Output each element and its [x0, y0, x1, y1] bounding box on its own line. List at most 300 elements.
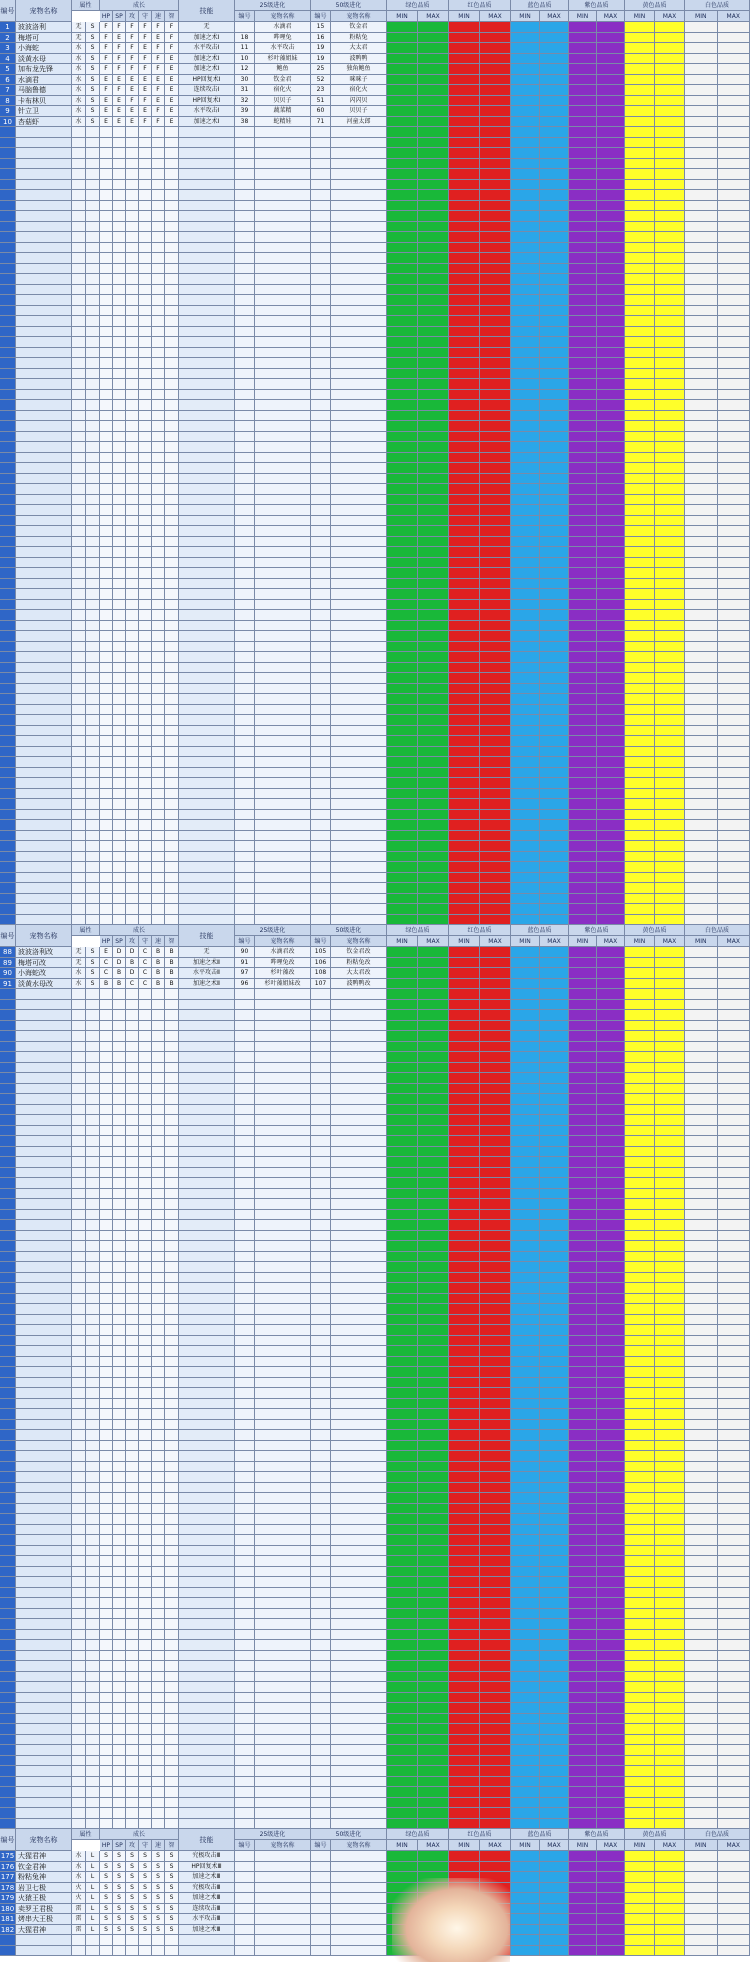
growth-stat-2	[126, 1777, 139, 1788]
band-min-2	[511, 169, 540, 180]
band-max-0	[418, 1346, 449, 1357]
band-max-3	[597, 1798, 625, 1809]
header-band-max-0: MAX	[418, 936, 449, 947]
band-min-4	[625, 1336, 655, 1347]
band-min-5	[685, 768, 718, 779]
pet-grade	[86, 579, 100, 590]
band-min-0	[387, 1262, 418, 1273]
evo50-num	[311, 442, 331, 453]
pet-attribute	[72, 652, 86, 663]
row-num	[0, 684, 16, 695]
evo25-num	[235, 390, 255, 401]
band-max-4	[655, 148, 685, 159]
evo25-num	[235, 1105, 255, 1116]
table-row-filler	[0, 568, 750, 579]
band-max-0	[418, 201, 449, 212]
band-min-2	[511, 1483, 540, 1494]
growth-stat-4	[152, 1199, 165, 1210]
band-max-1	[480, 1777, 511, 1788]
table-row	[0, 1851, 750, 1862]
band-max-0	[418, 1399, 449, 1410]
pet-grade	[86, 148, 100, 159]
evo50-num	[311, 684, 331, 695]
evo50-name	[331, 1451, 387, 1462]
band-max-3	[597, 1651, 625, 1662]
evo25-num	[235, 1893, 255, 1904]
band-min-4	[625, 295, 655, 306]
evo50-num: 16	[311, 33, 331, 44]
band-min-4	[625, 1535, 655, 1546]
evo25-name	[255, 1872, 311, 1883]
evo50-name	[331, 1893, 387, 1904]
band-max-1	[480, 958, 511, 969]
growth-stat-0	[100, 526, 113, 537]
evo25-num	[235, 1577, 255, 1588]
pet-attribute	[72, 1409, 86, 1420]
band-min-5	[685, 726, 718, 737]
growth-stat-4	[152, 369, 165, 380]
growth-stat-2	[126, 1819, 139, 1830]
band-min-2	[511, 789, 540, 800]
band-min-1	[449, 631, 480, 642]
band-max-5	[718, 1199, 750, 1210]
pet-name	[16, 1147, 72, 1158]
growth-stat-5	[165, 1451, 179, 1462]
band-min-3	[569, 1357, 597, 1368]
header-band-max-1: MAX	[480, 1840, 511, 1851]
growth-stat-4	[152, 1504, 165, 1515]
band-max-2	[540, 1094, 569, 1105]
band-max-2	[540, 400, 569, 411]
band-max-1	[480, 495, 511, 506]
pet-grade	[86, 1588, 100, 1599]
pet-skill	[179, 1798, 235, 1809]
growth-stat-1	[113, 1462, 126, 1473]
evo25-name	[255, 1315, 311, 1326]
band-max-2	[540, 778, 569, 789]
growth-stat-4	[152, 159, 165, 170]
band-max-1	[480, 505, 511, 516]
pet-grade	[86, 1808, 100, 1819]
evo25-name: 宿化火	[255, 85, 311, 96]
pet-grade: S	[86, 979, 100, 990]
pet-skill	[179, 589, 235, 600]
growth-stat-2	[126, 1598, 139, 1609]
evo50-num	[311, 1231, 331, 1242]
growth-stat-2	[126, 894, 139, 905]
band-max-0	[418, 1546, 449, 1557]
header-band-1: 红色品质	[449, 0, 511, 11]
band-max-5	[718, 264, 750, 275]
band-min-0	[387, 1472, 418, 1483]
band-min-1	[449, 1672, 480, 1683]
growth-stat-2	[126, 1094, 139, 1105]
growth-stat-5	[165, 1094, 179, 1105]
band-max-1	[480, 1756, 511, 1767]
pet-skill	[179, 1199, 235, 1210]
band-min-0	[387, 1724, 418, 1735]
growth-stat-5	[165, 400, 179, 411]
evo25-name	[255, 1168, 311, 1179]
band-min-4	[625, 547, 655, 558]
band-max-5	[718, 547, 750, 558]
growth-stat-2	[126, 400, 139, 411]
evo25-name	[255, 1241, 311, 1252]
band-max-1	[480, 1367, 511, 1378]
band-max-2	[540, 1136, 569, 1147]
band-min-0	[387, 852, 418, 863]
evo50-num	[311, 1451, 331, 1462]
evo50-name	[331, 610, 387, 621]
evo25-name	[255, 820, 311, 831]
band-max-2	[540, 1231, 569, 1242]
header-band-max-2: MAX	[540, 1840, 569, 1851]
evo25-name	[255, 1441, 311, 1452]
band-max-5	[718, 96, 750, 107]
pet-attribute	[72, 1420, 86, 1431]
pet-skill	[179, 1010, 235, 1021]
band-min-2	[511, 138, 540, 149]
growth-stat-3: S	[139, 1862, 152, 1873]
header-attr: 属性	[72, 925, 100, 936]
growth-stat-5: B	[165, 947, 179, 958]
growth-stat-1	[113, 1577, 126, 1588]
band-max-5	[718, 862, 750, 873]
evo50-num	[311, 600, 331, 611]
band-min-1	[449, 1178, 480, 1189]
evo50-num	[311, 180, 331, 191]
pet-grade	[86, 1147, 100, 1158]
band-max-1	[480, 610, 511, 621]
band-max-1	[480, 663, 511, 674]
table-row-filler	[0, 841, 750, 852]
band-max-2	[540, 1168, 569, 1179]
band-min-1	[449, 1735, 480, 1746]
band-max-2	[540, 369, 569, 380]
header-band-min-0: MIN	[387, 936, 418, 947]
growth-stat-5	[165, 138, 179, 149]
band-min-5	[685, 915, 718, 926]
evo25-name	[255, 799, 311, 810]
table-row-filler	[0, 442, 750, 453]
growth-stat-3	[139, 463, 152, 474]
growth-stat-3: F	[139, 117, 152, 128]
band-max-0	[418, 421, 449, 432]
evo25-name	[255, 810, 311, 821]
band-min-4	[625, 747, 655, 758]
band-min-1	[449, 117, 480, 128]
band-min-5	[685, 1598, 718, 1609]
growth-stat-5	[165, 1693, 179, 1704]
band-min-2	[511, 1126, 540, 1137]
band-max-5	[718, 968, 750, 979]
growth-stat-3	[139, 526, 152, 537]
band-min-3	[569, 1399, 597, 1410]
evo50-num	[311, 610, 331, 621]
band-min-4	[625, 1252, 655, 1263]
band-min-2	[511, 442, 540, 453]
band-max-0	[418, 400, 449, 411]
evo50-num	[311, 1346, 331, 1357]
growth-stat-1	[113, 1504, 126, 1515]
band-max-2	[540, 43, 569, 54]
evo25-num	[235, 1094, 255, 1105]
band-min-2	[511, 1472, 540, 1483]
pet-name	[16, 1735, 72, 1746]
evo50-name	[331, 400, 387, 411]
band-max-3	[597, 33, 625, 44]
evo50-name	[331, 169, 387, 180]
table-row-filler	[0, 1241, 750, 1252]
growth-stat-5	[165, 1525, 179, 1536]
pet-skill	[179, 673, 235, 684]
pet-grade	[86, 1462, 100, 1473]
band-max-5	[718, 537, 750, 548]
header-num: 编号	[0, 0, 16, 22]
pet-skill	[179, 232, 235, 243]
band-min-2	[511, 1703, 540, 1714]
band-min-0	[387, 820, 418, 831]
band-max-2	[540, 1493, 569, 1504]
band-min-1	[449, 432, 480, 443]
band-max-3	[597, 85, 625, 96]
band-min-5	[685, 1462, 718, 1473]
growth-stat-0	[100, 705, 113, 716]
band-max-2	[540, 453, 569, 464]
band-min-2	[511, 600, 540, 611]
growth-stat-2	[126, 1073, 139, 1084]
evo50-name	[331, 201, 387, 212]
pet-name	[16, 673, 72, 684]
growth-stat-0	[100, 1441, 113, 1452]
band-max-1	[480, 337, 511, 348]
pet-name	[16, 1714, 72, 1725]
row-num	[0, 1504, 16, 1515]
pet-skill: 究极攻击Ⅲ	[179, 1883, 235, 1894]
evo25-num	[235, 1745, 255, 1756]
pet-attribute	[72, 1115, 86, 1126]
growth-stat-4: F	[152, 117, 165, 128]
table-row-filler	[0, 1052, 750, 1063]
evo50-name	[331, 1546, 387, 1557]
evo50-num	[311, 631, 331, 642]
growth-stat-3	[139, 1052, 152, 1063]
band-max-5	[718, 253, 750, 264]
growth-stat-4: S	[152, 1883, 165, 1894]
pet-attribute	[72, 180, 86, 191]
band-max-4	[655, 127, 685, 138]
pet-skill	[179, 1357, 235, 1368]
band-max-1	[480, 1682, 511, 1693]
evo50-num	[311, 1577, 331, 1588]
evo25-num	[235, 1504, 255, 1515]
band-max-3	[597, 484, 625, 495]
growth-stat-4	[152, 1346, 165, 1357]
band-max-5	[718, 1651, 750, 1662]
growth-stat-5	[165, 190, 179, 201]
table-row-filler	[0, 1756, 750, 1767]
evo25-num	[235, 159, 255, 170]
band-max-2	[540, 1745, 569, 1756]
band-min-4	[625, 537, 655, 548]
band-max-4	[655, 1546, 685, 1557]
row-num	[0, 568, 16, 579]
band-max-4	[655, 232, 685, 243]
band-min-3	[569, 684, 597, 695]
pet-name	[16, 1756, 72, 1767]
band-max-3	[597, 1000, 625, 1011]
growth-stat-5	[165, 274, 179, 285]
growth-stat-0	[100, 211, 113, 222]
band-min-5	[685, 1766, 718, 1777]
evo50-name: 粉粘兔	[331, 33, 387, 44]
growth-stat-0	[100, 190, 113, 201]
band-max-5	[718, 54, 750, 65]
pet-grade	[86, 180, 100, 191]
growth-stat-1	[113, 1052, 126, 1063]
evo50-num	[311, 1168, 331, 1179]
row-num	[0, 432, 16, 443]
row-num: 10	[0, 117, 16, 128]
growth-stat-3	[139, 1430, 152, 1441]
pet-skill	[179, 1808, 235, 1819]
evo50-num	[311, 663, 331, 674]
table-row-filler	[0, 726, 750, 737]
band-min-1	[449, 852, 480, 863]
growth-stat-3	[139, 211, 152, 222]
table-row	[0, 1872, 750, 1883]
band-max-4	[655, 463, 685, 474]
growth-stat-3	[139, 400, 152, 411]
band-max-0	[418, 547, 449, 558]
band-max-2	[540, 85, 569, 96]
evo25-num	[235, 726, 255, 737]
growth-stat-3	[139, 1189, 152, 1200]
band-max-3	[597, 610, 625, 621]
band-min-1	[449, 1651, 480, 1662]
table-row-filler	[0, 1609, 750, 1620]
growth-stat-5	[165, 1241, 179, 1252]
growth-stat-0	[100, 1598, 113, 1609]
row-num	[0, 1672, 16, 1683]
evo50-num	[311, 820, 331, 831]
band-max-2	[540, 1703, 569, 1714]
band-min-1	[449, 1640, 480, 1651]
growth-stat-3: C	[139, 968, 152, 979]
band-min-2	[511, 337, 540, 348]
band-min-0	[387, 1504, 418, 1515]
band-min-2	[511, 243, 540, 254]
evo50-name	[331, 159, 387, 170]
band-max-3	[597, 873, 625, 884]
pet-name	[16, 831, 72, 842]
growth-stat-5	[165, 989, 179, 1000]
evo50-num	[311, 1525, 331, 1536]
table-row-filler	[0, 1273, 750, 1284]
growth-stat-1	[113, 432, 126, 443]
band-min-5	[685, 180, 718, 191]
band-max-5	[718, 1273, 750, 1284]
growth-stat-4	[152, 841, 165, 852]
pet-attribute	[72, 1672, 86, 1683]
band-max-2	[540, 1031, 569, 1042]
band-min-2	[511, 1451, 540, 1462]
growth-stat-5	[165, 1105, 179, 1116]
band-min-2	[511, 463, 540, 474]
band-max-4	[655, 1472, 685, 1483]
band-max-1	[480, 274, 511, 285]
band-min-2	[511, 1714, 540, 1725]
table-row-filler	[0, 253, 750, 264]
pet-attribute	[72, 1031, 86, 1042]
pet-attribute	[72, 1798, 86, 1809]
band-min-5	[685, 684, 718, 695]
band-min-3	[569, 379, 597, 390]
band-min-4	[625, 1472, 655, 1483]
band-max-3	[597, 1661, 625, 1672]
band-min-5	[685, 1588, 718, 1599]
pet-grade	[86, 1210, 100, 1221]
growth-stat-0	[100, 1777, 113, 1788]
pet-grade	[86, 1420, 100, 1431]
growth-stat-0	[100, 169, 113, 180]
band-min-3	[569, 1042, 597, 1053]
band-max-1	[480, 1168, 511, 1179]
band-max-2	[540, 442, 569, 453]
band-max-3	[597, 1862, 625, 1873]
row-num	[0, 1273, 16, 1284]
band-min-5	[685, 1021, 718, 1032]
evo50-name	[331, 1724, 387, 1735]
band-min-5	[685, 211, 718, 222]
pet-name	[16, 337, 72, 348]
growth-stat-5	[165, 1441, 179, 1452]
growth-stat-2	[126, 1661, 139, 1672]
growth-stat-0	[100, 232, 113, 243]
growth-stat-2	[126, 1409, 139, 1420]
growth-stat-4	[152, 1409, 165, 1420]
band-max-4	[655, 1000, 685, 1011]
pet-attribute	[72, 1703, 86, 1714]
pet-grade	[86, 264, 100, 275]
band-min-2	[511, 883, 540, 894]
band-min-5	[685, 1115, 718, 1126]
pet-skill	[179, 432, 235, 443]
band-max-3	[597, 1430, 625, 1441]
row-num: 176	[0, 1862, 15, 1871]
pet-attribute	[72, 810, 86, 821]
band-min-5	[685, 736, 718, 747]
band-max-5	[718, 1441, 750, 1452]
row-num	[0, 1346, 16, 1357]
growth-stat-3: E	[139, 75, 152, 86]
band-max-5	[718, 1031, 750, 1042]
band-min-4	[625, 211, 655, 222]
band-max-5	[718, 1808, 750, 1819]
band-min-1	[449, 1514, 480, 1525]
pet-grade: S	[86, 85, 100, 96]
growth-stat-2	[126, 726, 139, 737]
growth-stat-5	[165, 694, 179, 705]
band-max-0	[418, 369, 449, 380]
band-min-1	[449, 1619, 480, 1630]
evo25-name	[255, 1504, 311, 1515]
evo25-num	[235, 1336, 255, 1347]
band-max-4	[655, 1252, 685, 1263]
band-max-2	[540, 516, 569, 527]
band-max-5	[718, 947, 750, 958]
band-max-0	[418, 1409, 449, 1420]
